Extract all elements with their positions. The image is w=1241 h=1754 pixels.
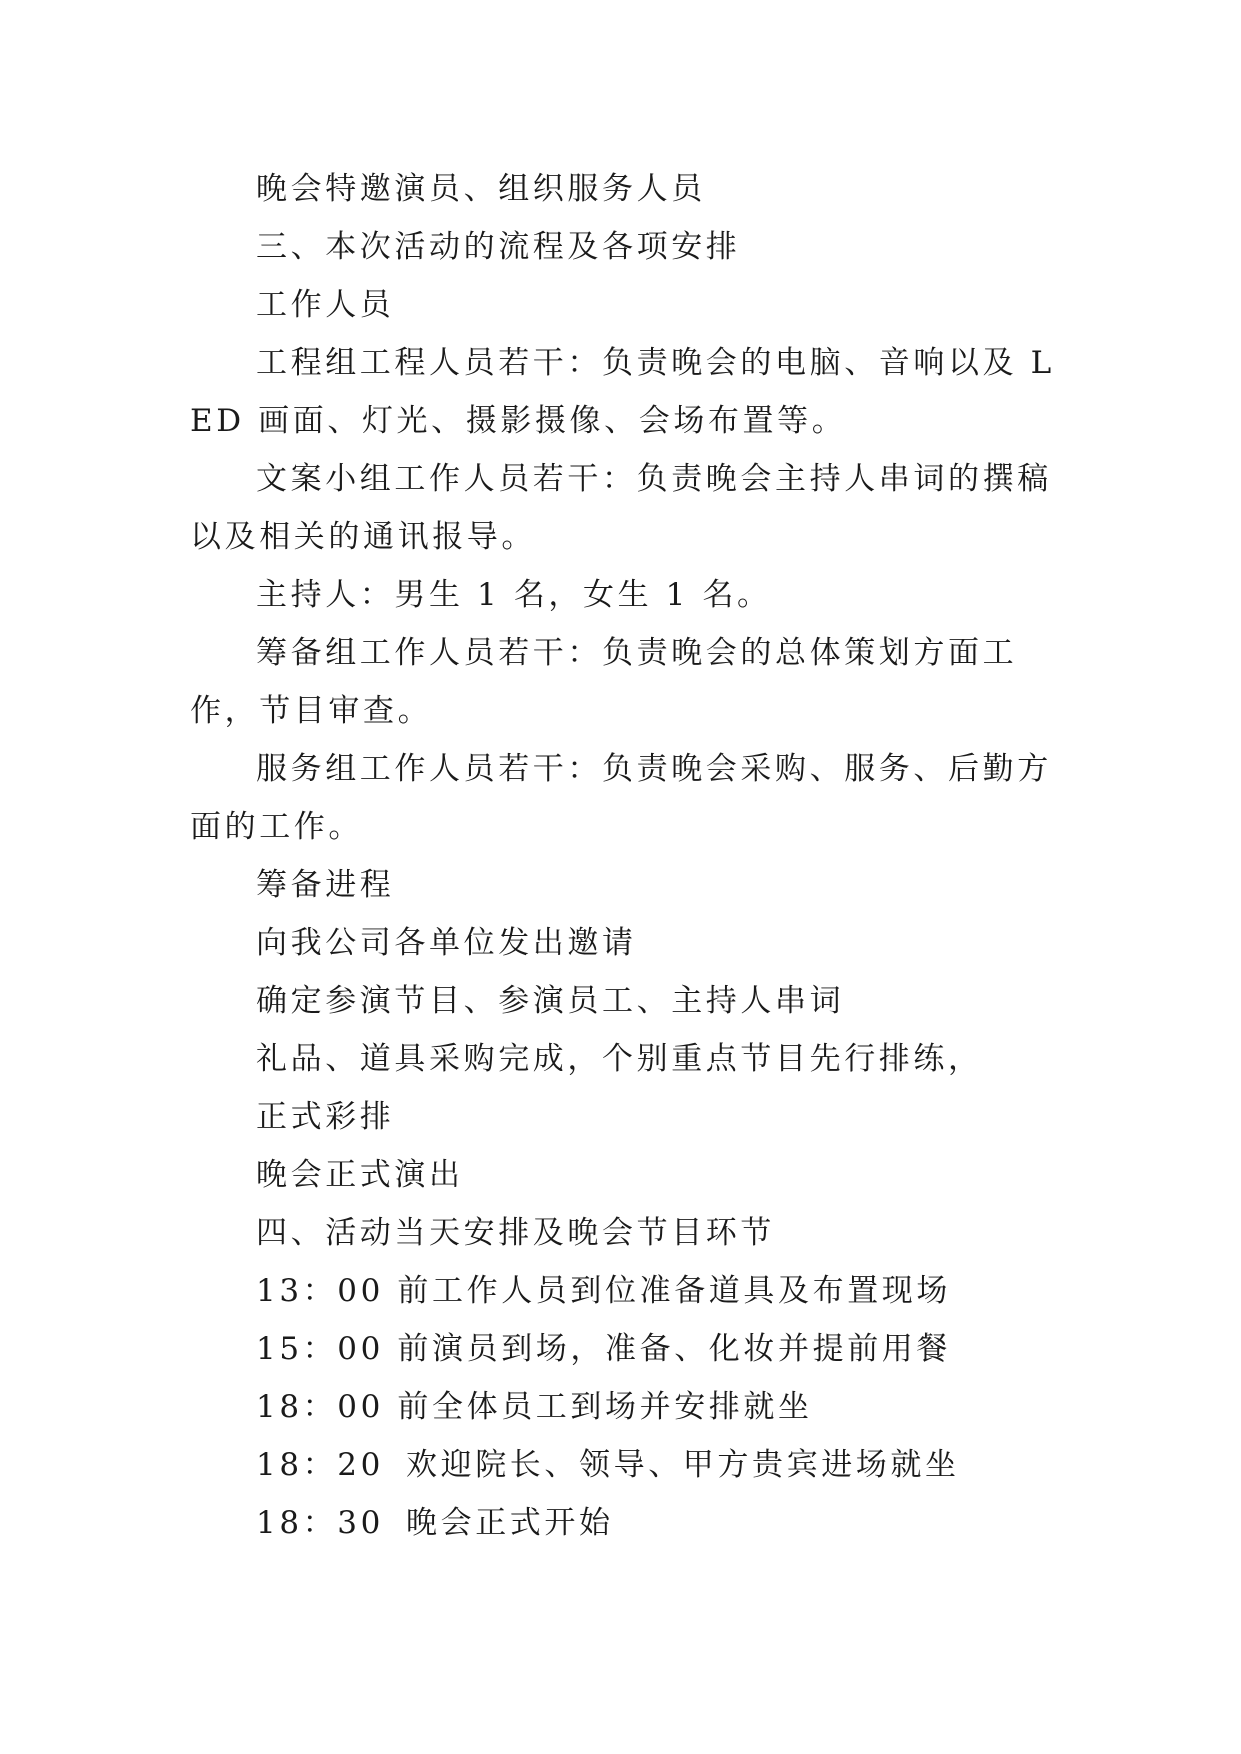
list-item: 正式彩排 <box>256 1099 395 1135</box>
schedule-desc: 晚会正式开始 <box>406 1505 614 1541</box>
section-heading-3: 三、本次活动的流程及各项安排 <box>256 229 741 265</box>
schedule-time: 18：00 前 <box>256 1389 432 1425</box>
paragraph-hosts: 主持人：男生 1 名，女生 1 名。 <box>256 577 772 613</box>
schedule-desc: 全体员工到场并安排就坐 <box>432 1389 813 1425</box>
schedule-desc: 工作人员到位准备道具及布置现场 <box>432 1273 951 1309</box>
schedule-row <box>190 1436 1070 1494</box>
paragraph-copywriting-team: 文案小组工作人员若干：负责晚会主持人串词的撰稿以及相关的通讯报导。 <box>190 461 1052 555</box>
schedule-time: 15：00 前 <box>256 1331 432 1367</box>
schedule-row <box>190 1262 1070 1320</box>
schedule-row <box>190 1378 1070 1436</box>
document-page <box>190 160 1070 1552</box>
paragraph-service-team: 服务组工作人员若干：负责晚会采购、服务、后勤方面的工作。 <box>190 751 1052 845</box>
paragraph-engineering-team: 工程组工程人员若干：负责晚会的电脑、音响以及 LED 画面、灯光、摄影摄像、会场布置等。 <box>190 345 1055 439</box>
schedule-row <box>190 1320 1070 1378</box>
list-item: 确定参演节目、参演员工、主持人串词 <box>256 983 845 1019</box>
subheading-staff: 工作人员 <box>256 287 395 323</box>
subheading-preparation: 筹备进程 <box>256 867 395 903</box>
schedule-desc: 欢迎院长、领导、甲方贵宾进场就坐 <box>406 1447 960 1483</box>
list-item: 向我公司各单位发出邀请 <box>256 925 637 961</box>
schedule-time: 13：00 前 <box>256 1273 432 1309</box>
schedule-time: 18：30 <box>256 1505 384 1541</box>
schedule-desc: 演员到场，准备、化妆并提前用餐 <box>432 1331 951 1367</box>
schedule-time: 18：20 <box>256 1447 384 1483</box>
list-item: 礼品、道具采购完成，个别重点节目先行排练， <box>256 1041 983 1077</box>
schedule-row <box>190 1494 1070 1552</box>
paragraph-guests: 晚会特邀演员、组织服务人员 <box>256 171 706 207</box>
list-item: 晚会正式演出 <box>256 1157 464 1193</box>
paragraph-planning-team: 筹备组工作人员若干：负责晚会的总体策划方面工作，节目审查。 <box>190 635 1018 729</box>
section-heading-4: 四、活动当天安排及晚会节目环节 <box>256 1215 775 1251</box>
